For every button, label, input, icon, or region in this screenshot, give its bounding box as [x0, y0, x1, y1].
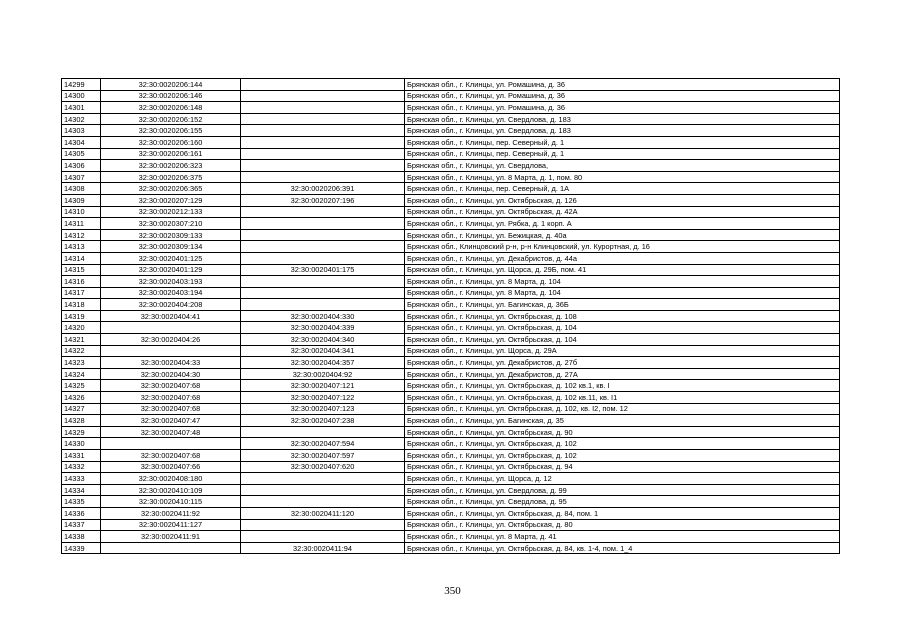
address-cell: Брянская обл., г. Клинцы, пер. Северный, д. 1 [405, 136, 840, 148]
object-cadastral-number-cell: 32:30:0020206:391 [241, 183, 405, 195]
table-row [62, 461, 840, 473]
cadastral-number-cell [101, 345, 241, 357]
object-cadastral-number-cell: 32:30:0020407:123 [241, 403, 405, 415]
object-cadastral-number-cell [241, 102, 405, 114]
row-number-cell: 14333 [62, 473, 101, 485]
object-cadastral-number-cell [241, 473, 405, 485]
row-number-cell: 14311 [62, 218, 101, 230]
table-row [62, 542, 840, 554]
row-number-cell: 14338 [62, 531, 101, 543]
registry-table [61, 78, 840, 554]
row-number-cell: 14301 [62, 102, 101, 114]
cadastral-number-cell: 32:30:0020307:210 [101, 218, 241, 230]
row-number-cell: 14300 [62, 90, 101, 102]
object-cadastral-number-cell [241, 531, 405, 543]
row-number-cell: 14328 [62, 415, 101, 427]
address-cell: Брянская обл., г. Клинцы, ул. Октябрьская, д. 102 [405, 438, 840, 450]
object-cadastral-number-cell: 32:30:0020407:238 [241, 415, 405, 427]
registry-table-body [62, 79, 840, 554]
cadastral-number-cell [101, 542, 241, 554]
cadastral-number-cell: 32:30:0020403:193 [101, 276, 241, 288]
object-cadastral-number-cell [241, 241, 405, 253]
object-cadastral-number-cell [241, 148, 405, 160]
address-cell: Брянская обл., г. Клинцы, ул. Октябрьская, д. 108 [405, 310, 840, 322]
row-number-cell: 14299 [62, 79, 101, 91]
row-number-cell: 14325 [62, 380, 101, 392]
address-cell: Брянская обл., г. Клинцы, пер. Северный, д. 1А [405, 183, 840, 195]
row-number-cell: 14312 [62, 229, 101, 241]
cadastral-number-cell: 32:30:0020206:365 [101, 183, 241, 195]
cadastral-number-cell: 32:30:0020401:125 [101, 252, 241, 264]
table-row [62, 519, 840, 531]
row-number-cell: 14322 [62, 345, 101, 357]
row-number-cell: 14323 [62, 357, 101, 369]
object-cadastral-number-cell [241, 484, 405, 496]
object-cadastral-number-cell [241, 136, 405, 148]
row-number-cell: 14304 [62, 136, 101, 148]
object-cadastral-number-cell [241, 426, 405, 438]
address-cell: Брянская обл., г. Клинцы, пер. Северный, д. 1 [405, 148, 840, 160]
address-cell: Брянская обл., г. Клинцы, ул. 8 Марта, д. 1, пом. 80 [405, 171, 840, 183]
address-cell: Брянская обл., г. Клинцы, ул. Октябрьская, д. 102 кв.1, кв. I [405, 380, 840, 392]
object-cadastral-number-cell: 32:30:0020404:330 [241, 310, 405, 322]
address-cell: Брянская обл., г. Клинцы, ул. 8 Марта, д. 104 [405, 276, 840, 288]
address-cell: Брянская обл., г. Клинцы, ул. Октябрьская, д. 126 [405, 194, 840, 206]
address-cell: Брянская обл., г. Клинцы, ул. Ромашина, д. 36 [405, 102, 840, 114]
cadastral-number-cell: 32:30:0020309:133 [101, 229, 241, 241]
object-cadastral-number-cell: 32:30:0020407:597 [241, 450, 405, 462]
object-cadastral-number-cell: 32:30:0020404:357 [241, 357, 405, 369]
cadastral-number-cell: 32:30:0020411:127 [101, 519, 241, 531]
row-number-cell: 14309 [62, 194, 101, 206]
table-row [62, 183, 840, 195]
row-number-cell: 14305 [62, 148, 101, 160]
cadastral-number-cell: 32:30:0020206:146 [101, 90, 241, 102]
row-number-cell: 14335 [62, 496, 101, 508]
row-number-cell: 14303 [62, 125, 101, 137]
table-row [62, 415, 840, 427]
row-number-cell: 14314 [62, 252, 101, 264]
address-cell: Брянская обл., г. Клинцы, ул. 8 Марта, д. 104 [405, 287, 840, 299]
cadastral-number-cell: 32:30:0020407:47 [101, 415, 241, 427]
address-cell: Брянская обл., г. Клинцы, ул. Декабристов, д. 27б [405, 357, 840, 369]
address-cell: Брянская обл., г. Клинцы, ул. Октябрьская, д. 102 [405, 450, 840, 462]
address-cell: Брянская обл., г. Клинцы, ул. Щорса, д. 29Б, пом. 41 [405, 264, 840, 276]
object-cadastral-number-cell [241, 519, 405, 531]
object-cadastral-number-cell [241, 229, 405, 241]
table-row [62, 160, 840, 172]
address-cell: Брянская обл., г. Клинцы, ул. Декабристов, д. 27А [405, 368, 840, 380]
table-row [62, 241, 840, 253]
table-row [62, 113, 840, 125]
address-cell: Брянская обл., г. Клинцы, ул. Багинская, д. 36Б [405, 299, 840, 311]
table-row [62, 171, 840, 183]
cadastral-number-cell: 32:30:0020401:129 [101, 264, 241, 276]
cadastral-number-cell: 32:30:0020404:26 [101, 334, 241, 346]
object-cadastral-number-cell: 32:30:0020404:339 [241, 322, 405, 334]
row-number-cell: 14318 [62, 299, 101, 311]
row-number-cell: 14332 [62, 461, 101, 473]
table-row [62, 310, 840, 322]
address-cell: Брянская обл., г. Клинцы, ул. Щорса, д. 29А [405, 345, 840, 357]
cadastral-number-cell: 32:30:0020407:68 [101, 403, 241, 415]
table-row [62, 194, 840, 206]
table-row [62, 125, 840, 137]
table-row [62, 380, 840, 392]
cadastral-number-cell: 32:30:0020206:323 [101, 160, 241, 172]
table-row [62, 264, 840, 276]
row-number-cell: 14319 [62, 310, 101, 322]
table-row [62, 403, 840, 415]
object-cadastral-number-cell: 32:30:0020407:594 [241, 438, 405, 450]
row-number-cell: 14339 [62, 542, 101, 554]
object-cadastral-number-cell [241, 299, 405, 311]
row-number-cell: 14334 [62, 484, 101, 496]
object-cadastral-number-cell: 32:30:0020404:341 [241, 345, 405, 357]
row-number-cell: 14321 [62, 334, 101, 346]
page-number: 350 [444, 585, 461, 597]
cadastral-number-cell: 32:30:0020410:115 [101, 496, 241, 508]
row-number-cell: 14307 [62, 171, 101, 183]
address-cell: Брянская обл., г. Клинцы, ул. Щорса, д. 12 [405, 473, 840, 485]
cadastral-number-cell: 32:30:0020206:148 [101, 102, 241, 114]
row-number-cell: 14337 [62, 519, 101, 531]
address-cell: Брянская обл., г. Клинцы, ул. Свердлова, д. 183 [405, 113, 840, 125]
table-row [62, 218, 840, 230]
cadastral-number-cell: 32:30:0020206:160 [101, 136, 241, 148]
table-row [62, 287, 840, 299]
object-cadastral-number-cell [241, 113, 405, 125]
object-cadastral-number-cell: 32:30:0020207:196 [241, 194, 405, 206]
table-row [62, 102, 840, 114]
object-cadastral-number-cell [241, 218, 405, 230]
table-row [62, 473, 840, 485]
cadastral-number-cell: 32:30:0020408:180 [101, 473, 241, 485]
table-row [62, 357, 840, 369]
object-cadastral-number-cell [241, 171, 405, 183]
address-cell: Брянская обл., г. Клинцы, ул. Свердлова, д. 183 [405, 125, 840, 137]
address-cell: Брянская обл., г. Клинцы, ул. 8 Марта, д. 41 [405, 531, 840, 543]
cadastral-number-cell: 32:30:0020407:66 [101, 461, 241, 473]
address-cell: Брянская обл., г. Клинцы, ул. Октябрьская, д. 80 [405, 519, 840, 531]
table-row [62, 229, 840, 241]
row-number-cell: 14302 [62, 113, 101, 125]
table-row [62, 450, 840, 462]
object-cadastral-number-cell: 32:30:0020411:120 [241, 507, 405, 519]
table-row [62, 90, 840, 102]
table-row [62, 148, 840, 160]
table-row [62, 345, 840, 357]
address-cell: Брянская обл., г. Клинцы, ул. Свердлова, д. 95 [405, 496, 840, 508]
cadastral-number-cell: 32:30:0020407:68 [101, 380, 241, 392]
object-cadastral-number-cell [241, 160, 405, 172]
object-cadastral-number-cell: 32:30:0020407:122 [241, 392, 405, 404]
table-row [62, 438, 840, 450]
table-row [62, 484, 840, 496]
address-cell: Брянская обл., Клинцовский р-н, р-н Клинцовский, ул. Курортная, д. 16 [405, 241, 840, 253]
table-row [62, 426, 840, 438]
object-cadastral-number-cell [241, 276, 405, 288]
row-number-cell: 14316 [62, 276, 101, 288]
address-cell: Брянская обл., г. Клинцы, ул. Декабристов, д. 44а [405, 252, 840, 264]
row-number-cell: 14326 [62, 392, 101, 404]
table-row [62, 206, 840, 218]
address-cell: Брянская обл., г. Клинцы, ул. Октябрьская, д. 102 кв.11, кв. I1 [405, 392, 840, 404]
cadastral-number-cell: 32:30:0020407:68 [101, 392, 241, 404]
address-cell: Брянская обл., г. Клинцы, ул. Свердлова, [405, 160, 840, 172]
table-row [62, 392, 840, 404]
table-row [62, 136, 840, 148]
address-cell: Брянская обл., г. Клинцы, ул. Октябрьская, д. 90 [405, 426, 840, 438]
address-cell: Брянская обл., г. Клинцы, ул. Октябрьская, д. 102, кв. I2, пом. 12 [405, 403, 840, 415]
cadastral-number-cell: 32:30:0020404:30 [101, 368, 241, 380]
cadastral-number-cell: 32:30:0020404:208 [101, 299, 241, 311]
cadastral-number-cell: 32:30:0020206:144 [101, 79, 241, 91]
address-cell: Брянская обл., г. Клинцы, ул. Октябрьская, д. 84, пом. 1 [405, 507, 840, 519]
row-number-cell: 14310 [62, 206, 101, 218]
row-number-cell: 14308 [62, 183, 101, 195]
row-number-cell: 14315 [62, 264, 101, 276]
cadastral-number-cell [101, 322, 241, 334]
table-row [62, 252, 840, 264]
object-cadastral-number-cell [241, 252, 405, 264]
table-row [62, 496, 840, 508]
address-cell: Брянская обл., г. Клинцы, ул. Октябрьская, д. 104 [405, 334, 840, 346]
table-row [62, 368, 840, 380]
table-row [62, 507, 840, 519]
address-cell: Брянская обл., г. Клинцы, ул. Свердлова, д. 99 [405, 484, 840, 496]
cadastral-number-cell: 32:30:0020206:375 [101, 171, 241, 183]
cadastral-number-cell: 32:30:0020404:41 [101, 310, 241, 322]
row-number-cell: 14324 [62, 368, 101, 380]
row-number-cell: 14336 [62, 507, 101, 519]
cadastral-number-cell: 32:30:0020206:152 [101, 113, 241, 125]
object-cadastral-number-cell [241, 496, 405, 508]
row-number-cell: 14317 [62, 287, 101, 299]
table-row [62, 531, 840, 543]
cadastral-number-cell: 32:30:0020410:109 [101, 484, 241, 496]
object-cadastral-number-cell: 32:30:0020401:175 [241, 264, 405, 276]
address-cell: Брянская обл., г. Клинцы, ул. Октябрьская, д. 94 [405, 461, 840, 473]
object-cadastral-number-cell: 32:30:0020404:92 [241, 368, 405, 380]
object-cadastral-number-cell: 32:30:0020411:94 [241, 542, 405, 554]
object-cadastral-number-cell [241, 125, 405, 137]
address-cell: Брянская обл., г. Клинцы, ул. Рябка, д. 1 корп. А [405, 218, 840, 230]
table-row [62, 299, 840, 311]
row-number-cell: 14327 [62, 403, 101, 415]
object-cadastral-number-cell [241, 287, 405, 299]
row-number-cell: 14313 [62, 241, 101, 253]
cadastral-number-cell: 32:30:0020404:33 [101, 357, 241, 369]
cadastral-number-cell: 32:30:0020407:68 [101, 450, 241, 462]
object-cadastral-number-cell [241, 206, 405, 218]
address-cell: Брянская обл., г. Клинцы, ул. Багинская, д. 35 [405, 415, 840, 427]
object-cadastral-number-cell: 32:30:0020404:340 [241, 334, 405, 346]
cadastral-number-cell: 32:30:0020411:91 [101, 531, 241, 543]
cadastral-number-cell: 32:30:0020407:48 [101, 426, 241, 438]
object-cadastral-number-cell [241, 79, 405, 91]
object-cadastral-number-cell: 32:30:0020407:620 [241, 461, 405, 473]
address-cell: Брянская обл., г. Клинцы, ул. Ромашина, д. 36 [405, 90, 840, 102]
table-row [62, 276, 840, 288]
cadastral-number-cell: 32:30:0020403:194 [101, 287, 241, 299]
table-row [62, 79, 840, 91]
object-cadastral-number-cell: 32:30:0020407:121 [241, 380, 405, 392]
address-cell: Брянская обл., г. Клинцы, ул. Ромашина, д. 36 [405, 79, 840, 91]
table-row [62, 334, 840, 346]
table-row [62, 322, 840, 334]
row-number-cell: 14331 [62, 450, 101, 462]
cadastral-number-cell: 32:30:0020206:161 [101, 148, 241, 160]
row-number-cell: 14306 [62, 160, 101, 172]
row-number-cell: 14329 [62, 426, 101, 438]
cadastral-number-cell [101, 438, 241, 450]
cadastral-number-cell: 32:30:0020206:155 [101, 125, 241, 137]
cadastral-number-cell: 32:30:0020207:129 [101, 194, 241, 206]
cadastral-number-cell: 32:30:0020212:133 [101, 206, 241, 218]
row-number-cell: 14320 [62, 322, 101, 334]
address-cell: Брянская обл., г. Клинцы, ул. Октябрьская, д. 42А [405, 206, 840, 218]
address-cell: Брянская обл., г. Клинцы, ул. Октябрьская, д. 84, кв. 1-4, пом. 1_4 [405, 542, 840, 554]
cadastral-number-cell: 32:30:0020309:134 [101, 241, 241, 253]
address-cell: Брянская обл., г. Клинцы, ул. Октябрьская, д. 104 [405, 322, 840, 334]
object-cadastral-number-cell [241, 90, 405, 102]
address-cell: Брянская обл., г. Клинцы, ул. Бежицкая, д. 40а [405, 229, 840, 241]
row-number-cell: 14330 [62, 438, 101, 450]
cadastral-number-cell: 32:30:0020411:92 [101, 507, 241, 519]
